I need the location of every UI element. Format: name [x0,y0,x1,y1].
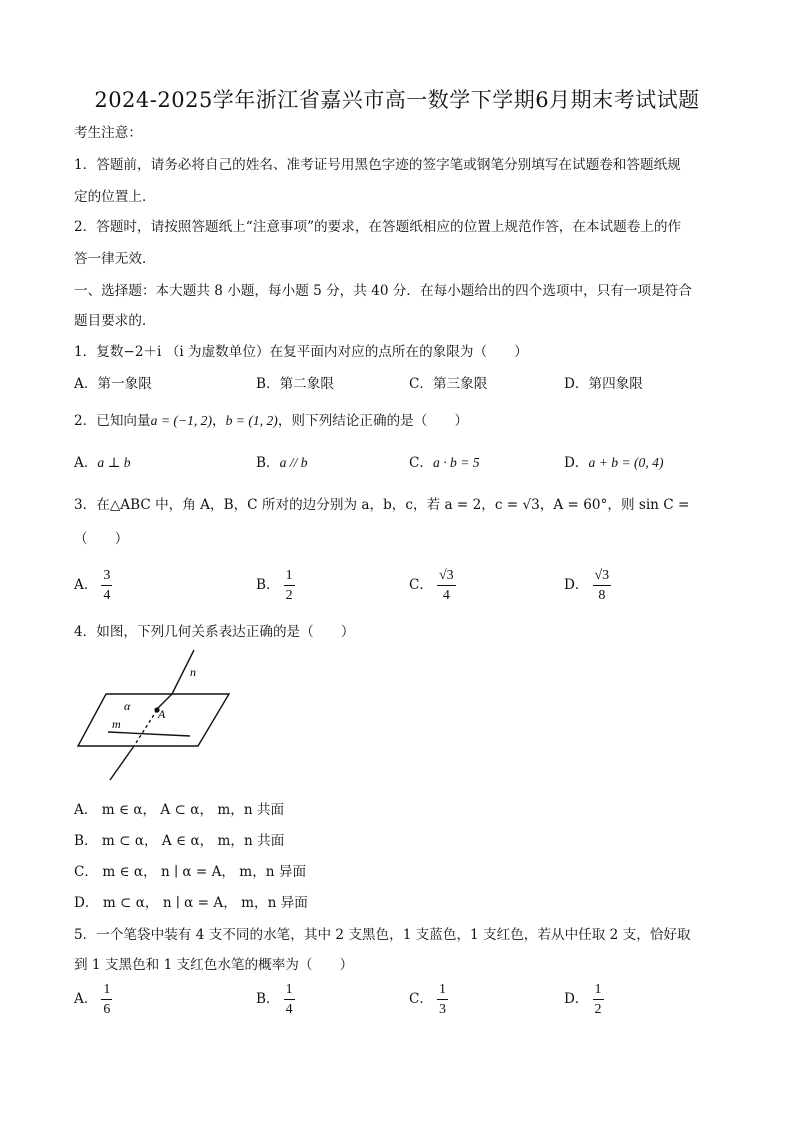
line-n-dashed [134,710,157,746]
question-4-stem: 4．如图，下列几何关系表达正确的是（ ） [74,624,355,640]
question-3-stem: 3．在△ABC 中，角 A，B，C 所对的边分别为 a，b，c，若 a = 2，c = √3，A = 60°，则 sin C = [74,497,690,513]
label-m: m [112,717,121,731]
label-a: A [158,707,166,721]
question-1-option-d: D．第四象限 [564,376,643,392]
question-2-option-b: B．a // b [256,455,308,471]
label-n: n [190,665,196,679]
section-1-intro-line-1: 一、选择题：本大题共 8 小题，每小题 5 分，共 40 分．在每小题给出的四个选项中，只有一项是符合 [74,283,692,299]
question-1-stem: 1．复数−2＋i （i 为虚数单位）在复平面内对应的点所在的象限为（ ） [74,344,528,360]
question-4-figure [74,648,234,784]
question-2-option-d: D．a + b = (0, 4) [564,455,664,471]
question-3-answer-paren: （ ） [74,531,129,547]
fraction: $\frac{√3}{4}$ [439,568,454,603]
plane-alpha [78,694,229,746]
fraction: $\frac{1}{2}$ [285,568,293,603]
notice-heading: 考生注意： [74,125,142,141]
question-3-option-b: B． $\frac{1}{2}$ [256,568,293,603]
question-3-option-c: C． $\frac{√3}{4}$ [409,568,454,603]
question-2-stem-text-3: ，则下列结论正确的是（ ） [277,413,469,429]
notice-item-2-line-1: 2．答题时，请按照答题纸上“注意事项”的要求，在答题纸相应的位置上规范作答，在本试题卷上的作 [74,219,682,235]
question-4-option-d: D． m ⊂ α， n ∣ α = A， m，n 异面 [74,895,308,911]
fraction: $\frac{1}{4}$ [285,982,293,1017]
fraction: $\frac{3}{4}$ [103,568,111,603]
question-4-option-a: A． m ∈ α， A ⊂ α， m，n 共面 [74,802,285,818]
question-1-option-b: B．第二象限 [256,376,334,392]
notice-item-1-line-1: 1．答题前，请务必将自己的姓名、准考证号用黑色字迹的签字笔或钢笔分别填写在试题卷和答题纸规 [74,157,681,173]
line-m [108,732,190,736]
question-5-option-a: A． $\frac{1}{6}$ [74,982,111,1017]
question-2-option-a: A．a ⊥ b [74,455,131,471]
notice-item-2-line-2: 答一律无效． [74,251,156,267]
question-5-option-c: C． $\frac{1}{3}$ [409,982,446,1017]
question-2-stem [74,412,468,430]
question-4-option-c: C． m ∈ α， n ∣ α = A， m，n 异面 [74,864,307,880]
question-2-vector-b: b = (1, 2) [225,413,278,428]
line-n-lower [110,746,134,780]
question-5-option-b: B． $\frac{1}{4}$ [256,982,293,1017]
question-5-stem-line-1: 5．一个笔袋中装有 4 支不同的水笔，其中 2 支黑色，1 支蓝色，1 支红色，若从中任取 2 支，恰好取 [74,927,691,943]
question-2-stem-text-1: 2．已知向量 [74,413,151,429]
fraction: $\frac{1}{2}$ [594,982,602,1017]
fraction: $\frac{1}{6}$ [103,982,111,1017]
question-1-option-c: C．第三象限 [409,376,488,392]
question-2-stem-text-2: ， [212,413,226,429]
label-alpha: α [124,699,131,713]
question-5-stem-line-2: 到 1 支黑色和 1 支红色水笔的概率为（ ） [74,957,354,973]
question-3-option-a: A． $\frac{3}{4}$ [74,568,111,603]
fraction: $\frac{√3}{8}$ [594,568,610,603]
question-3-option-d: D． $\frac{√3}{8}$ [564,568,610,603]
question-2-option-c: C．a · b = 5 [409,455,480,471]
question-1-option-a: A．第一象限 [74,376,152,392]
fraction: $\frac{1}{3}$ [439,982,446,1017]
notice-item-1-line-2: 定的位置上． [74,189,156,205]
question-2-vector-a: a = (−1, 2) [150,413,213,428]
question-5-option-d: D． $\frac{1}{2}$ [564,982,602,1017]
question-4-option-b: B． m ⊂ α， A ∈ α， m，n 共面 [74,833,285,849]
section-1-intro-line-2: 题目要求的． [74,313,156,329]
page-title: 2024-2025学年浙江省嘉兴市高一数学下学期6月期末考试试题 [94,88,700,112]
